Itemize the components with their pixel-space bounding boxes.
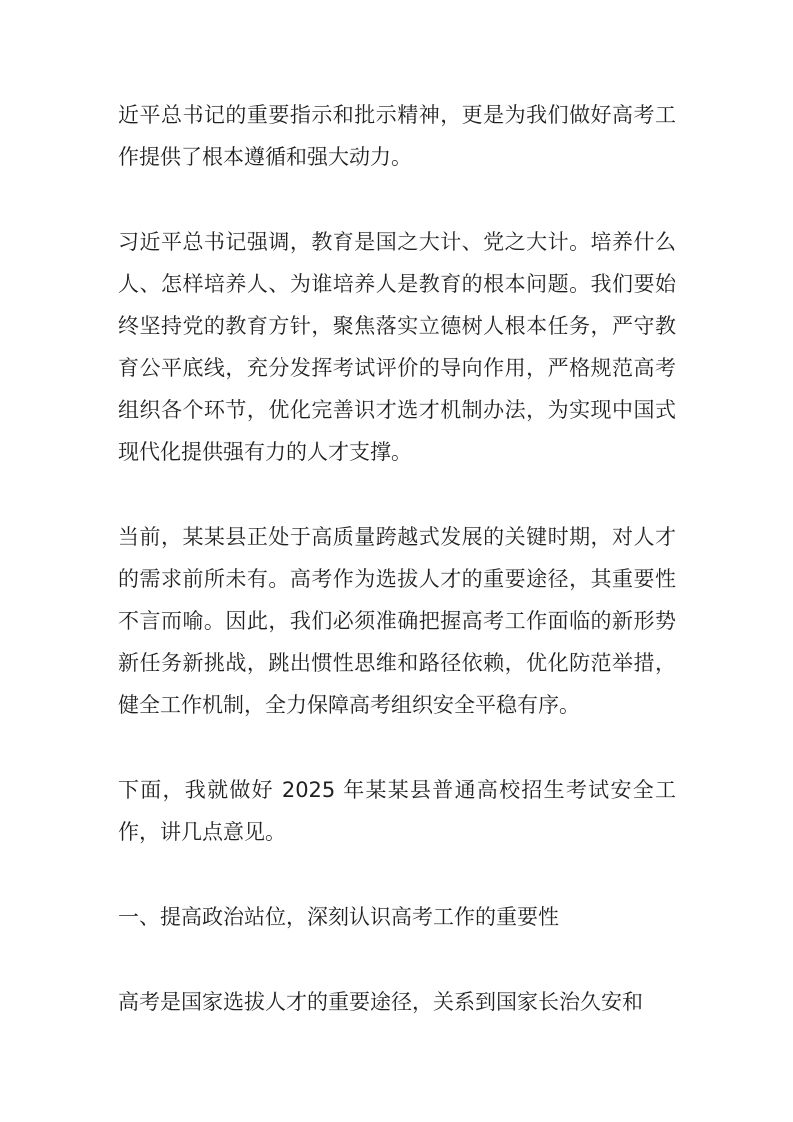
paragraph-section1-start: 高考是国家选拔人才的重要途径，关系到国家长治久安和 — [118, 990, 643, 1014]
section-heading-1: 一、提高政治站位，深刻认识高考工作的重要性 — [118, 905, 559, 929]
paragraph-quote-emphasis: 习近平总书记强调，教育是国之大计、党之大计。培养什么人、怎样培养人、为谁培养人是教育的根本问题。我们要始终坚持党的教育方针，聚焦落实立德树人根本任务，严守教育公平底线，充分发挥考试评价的导向作用，严格规范高考组织各个环节，优化完善识才选才机制办法，为实现中国式现代化提供强有力的人才支撑。 — [118, 230, 676, 464]
paragraph-current-situation: 当前，某某县正处于高质量跨越式发展的关键时期，对人才的需求前所未有。高考作为选拔人才的重要途径，其重要性不言而喻。因此，我们必须准确把握高考工作面临的新形势新任务新挑战，跳出惯性思维和路径依赖，优化防范举措，健全工作机制，全力保障高考组织安全平稳有序。 — [118, 525, 676, 717]
paragraph-intro-opinions: 下面，我就做好 2025 年某某县普通高校招生考试安全工作，讲几点意见。 — [118, 778, 676, 844]
paragraph-continuation: 近平总书记的重要指示和批示精神，更是为我们做好高考工作提供了根本遵循和强大动力。 — [118, 103, 676, 169]
